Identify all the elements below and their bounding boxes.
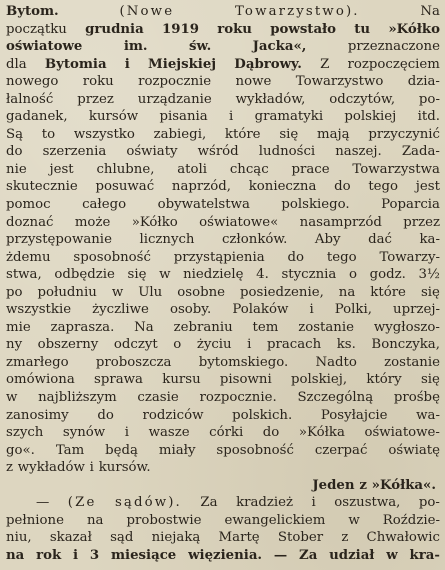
word: urządzanie	[137, 91, 212, 107]
word: i	[247, 337, 252, 353]
word: odczyt	[113, 337, 158, 353]
text-line	[6, 319, 440, 337]
word: oświatowe-	[364, 425, 440, 441]
word: godz.	[369, 267, 406, 283]
word: niejaką	[151, 530, 201, 546]
word: się	[279, 126, 299, 142]
word: zostanie	[298, 319, 354, 335]
word: i	[89, 460, 94, 476]
word: Tam	[55, 442, 85, 458]
word: sposobność	[216, 442, 294, 458]
word: Posyłajcie	[320, 407, 388, 423]
word: Zada-	[401, 144, 440, 160]
word: polskiej,	[291, 372, 348, 388]
word: »Kółko	[131, 214, 178, 230]
word: Szczególną	[297, 390, 374, 406]
word: Są	[6, 126, 24, 142]
word: sprawa	[94, 372, 143, 388]
word: Towarzystwo	[295, 74, 384, 90]
word: czerpać	[314, 442, 368, 458]
word: roku	[82, 74, 114, 90]
word: życiu	[196, 337, 232, 353]
word: córki	[209, 425, 244, 441]
word: przystępowanie	[6, 232, 112, 248]
word: Towarzy-	[379, 249, 440, 265]
word: osobne	[177, 284, 226, 300]
word: Miejskiej	[148, 56, 217, 72]
word: do	[6, 144, 23, 160]
word: prace	[291, 161, 330, 177]
word: Polaków	[232, 302, 289, 318]
word: odczytów,	[329, 91, 396, 107]
text-line	[6, 196, 440, 214]
word: wygłoszo-	[373, 319, 440, 335]
word: atoli	[177, 161, 208, 177]
word: zebraniu	[173, 319, 233, 335]
word: który	[366, 372, 402, 388]
word: pisania	[159, 109, 208, 125]
text-line	[6, 143, 440, 161]
word: tem	[252, 319, 279, 335]
word: kradzież	[236, 495, 294, 511]
word: zanosimy	[6, 407, 69, 423]
word: i	[311, 495, 316, 511]
text-line	[6, 108, 440, 126]
text-line	[6, 336, 440, 354]
word: przez	[403, 214, 440, 230]
word: Za	[298, 547, 318, 563]
signature-word: Jeden	[312, 477, 355, 493]
word: czasie	[137, 390, 179, 406]
word: to	[41, 126, 56, 142]
word: jest	[415, 179, 440, 195]
word: z	[6, 460, 14, 476]
word: obszerny	[37, 337, 99, 353]
word: sposobność	[73, 249, 151, 265]
word: synów	[62, 425, 106, 441]
word: ka-	[419, 232, 440, 248]
word: południu	[37, 284, 97, 300]
word: Martę	[218, 530, 260, 546]
next-item-line	[6, 529, 440, 547]
word: licznych	[139, 232, 195, 248]
word: polskich.	[232, 407, 293, 423]
word: mie	[6, 319, 31, 335]
word: chlubne,	[96, 161, 155, 177]
word: przystąpienia	[173, 249, 265, 265]
text-line	[6, 126, 440, 144]
word: najbliższym	[38, 390, 117, 406]
word: na	[6, 547, 25, 563]
word: jest	[49, 161, 74, 177]
word: posiedzenie,	[240, 284, 324, 300]
word: życzliwe	[92, 302, 149, 318]
word: dzia-	[407, 74, 440, 90]
word: Jacka«,	[252, 39, 307, 55]
word: niu,	[6, 530, 32, 546]
word: Ulu	[138, 284, 163, 300]
word: do	[262, 425, 280, 441]
word: Bytomia	[44, 56, 107, 72]
word: skazał	[49, 530, 92, 546]
word: uprzej-	[393, 302, 440, 318]
word: doznać	[6, 214, 54, 230]
word: ny	[6, 337, 23, 353]
text-line	[6, 161, 440, 179]
word: rozpocznie.	[199, 390, 277, 406]
text-line	[6, 354, 440, 372]
word: Na	[134, 319, 154, 335]
word: w	[386, 547, 398, 563]
text-line	[6, 214, 440, 232]
word: Towarzystwo).	[234, 4, 360, 19]
word: itd.	[417, 109, 440, 125]
word: probostwie	[126, 512, 202, 528]
word: bytomskiego.	[198, 354, 289, 370]
word: dać	[368, 232, 392, 248]
word: kursów.	[98, 460, 151, 476]
word: chcąc	[229, 161, 269, 177]
word: —	[36, 495, 50, 511]
word: powstało	[270, 21, 337, 37]
word: się	[420, 372, 440, 388]
text-line	[6, 21, 440, 39]
word: pełnione	[6, 512, 64, 528]
text-line	[6, 231, 440, 249]
word: Chwałowic	[366, 530, 440, 546]
text-line	[6, 73, 440, 91]
word: gramatyki	[254, 109, 324, 125]
word: miesiące	[110, 547, 177, 563]
word: zabiegi,	[153, 126, 207, 142]
next-item-line	[6, 547, 440, 565]
text-line	[6, 389, 440, 407]
word: pomoc	[6, 197, 51, 213]
word: odbędzie	[54, 267, 115, 283]
word: Roździe-	[382, 512, 440, 528]
word: wykładów	[17, 460, 85, 476]
word: roku	[217, 21, 252, 37]
word: pracach	[267, 337, 322, 353]
word: posuwać	[95, 179, 155, 195]
word: skutecznie	[6, 179, 78, 195]
word: ludności	[258, 144, 316, 160]
word: niedzielę	[183, 267, 244, 283]
word: stycznia	[281, 267, 337, 283]
word: wa-	[416, 407, 440, 423]
text-line	[6, 266, 440, 284]
word: wśród	[197, 144, 239, 160]
text-line	[6, 91, 440, 109]
word: oświatowe	[6, 39, 83, 55]
word: kursów	[88, 109, 139, 125]
word: »Kółka	[298, 425, 345, 441]
word: nie	[6, 161, 27, 177]
word: udział	[329, 547, 375, 563]
text-line	[6, 284, 440, 302]
word: przez	[77, 91, 114, 107]
word: tu	[354, 21, 371, 37]
word: nasamprzód	[299, 214, 382, 230]
word: członków.	[221, 232, 288, 248]
word: na	[338, 284, 356, 300]
word: Stober	[277, 530, 324, 546]
word: Aby	[314, 232, 341, 248]
word: konieczna	[248, 179, 317, 195]
text-line	[6, 301, 440, 319]
word: ewangelickiem	[224, 512, 326, 528]
word: zmarłego	[6, 354, 69, 370]
word: o	[173, 337, 182, 353]
text-line	[6, 424, 440, 442]
text-line	[6, 3, 440, 21]
word: obywatelstwa	[157, 197, 250, 213]
text-line	[6, 459, 440, 477]
word: przyczynić	[368, 126, 440, 142]
word: oświatę	[388, 442, 440, 458]
word: (Ze	[67, 495, 97, 511]
next-item-line	[6, 494, 440, 512]
word: z	[341, 530, 349, 546]
word: dla	[6, 56, 27, 72]
word: tego	[368, 179, 399, 195]
word: wszystko	[73, 126, 135, 142]
word: oświaty	[126, 144, 178, 160]
word: o	[349, 267, 358, 283]
word: kra-	[409, 547, 440, 563]
word: grudnia	[85, 21, 144, 37]
word: sąd	[110, 530, 134, 546]
word: żdemu	[6, 249, 51, 265]
word: naprzód,	[171, 179, 231, 195]
word: całego	[82, 197, 127, 213]
signature-line	[6, 477, 440, 495]
word: do	[97, 407, 114, 423]
word: rok	[36, 547, 62, 563]
word: wszystkie	[6, 302, 72, 318]
word: św.	[188, 39, 212, 55]
word: może	[74, 214, 111, 230]
word: do	[334, 179, 351, 195]
next-item-line	[6, 512, 440, 530]
word: »Kółko	[388, 21, 440, 37]
word: oszustwa,	[334, 495, 401, 511]
word: wykładów,	[235, 91, 306, 107]
word: proboszcza	[95, 354, 172, 370]
word: po	[6, 284, 23, 300]
word: i	[73, 547, 79, 563]
word: szych	[6, 425, 44, 441]
word: 4.	[256, 267, 269, 283]
word: go«.	[6, 442, 35, 458]
word: w	[111, 284, 124, 300]
word: naszej.	[335, 144, 382, 160]
word: które	[370, 284, 406, 300]
word: po-	[418, 495, 440, 511]
word: wasze	[148, 425, 190, 441]
word: do	[287, 249, 305, 265]
word: zostanie	[384, 354, 440, 370]
word: które	[224, 126, 261, 142]
word: miały	[158, 442, 196, 458]
text-line	[6, 442, 440, 460]
word: —	[273, 547, 288, 563]
signature-word: z	[359, 477, 367, 493]
word: Towarzystwa	[352, 161, 440, 177]
word: oświatowe«	[199, 214, 279, 230]
word: Poparcia	[381, 197, 440, 213]
word: tego	[326, 249, 357, 265]
text-line	[6, 178, 440, 196]
word: im.	[123, 39, 148, 55]
word: Na	[420, 4, 440, 19]
word: przeznaczone	[347, 39, 440, 55]
word: i	[229, 109, 234, 125]
word: omówiona	[6, 372, 75, 388]
word: kursu	[162, 372, 201, 388]
word: się	[127, 267, 147, 283]
text-line	[6, 371, 440, 389]
word: Z	[320, 56, 330, 72]
word: po-	[418, 91, 440, 107]
word: Bonczyka,	[371, 337, 440, 353]
word: gadanek,	[6, 109, 68, 125]
text-line	[6, 56, 440, 74]
word: początku	[6, 21, 67, 37]
word: Polki,	[334, 302, 372, 318]
word: w	[348, 512, 360, 528]
word: mają	[317, 126, 350, 142]
word: prośbę	[393, 390, 440, 406]
word: w	[6, 390, 18, 406]
text-line	[6, 407, 440, 425]
word: stwa,	[6, 267, 42, 283]
word: sądów).	[114, 495, 182, 511]
word: szerzenia	[42, 144, 107, 160]
word: i	[124, 425, 130, 441]
word: Nadto	[315, 354, 357, 370]
signature-word: »Kółka«.	[371, 477, 436, 493]
word: i	[309, 302, 314, 318]
word: więzienia.	[188, 547, 263, 563]
word: Za	[200, 495, 218, 511]
word: polskiego.	[281, 197, 350, 213]
word: rozpocznie	[138, 74, 212, 90]
word: polskiej	[344, 109, 397, 125]
word: Bytom.	[6, 4, 59, 19]
word: ks.	[336, 337, 356, 353]
word: i	[124, 56, 130, 72]
text-line	[6, 38, 440, 56]
word: nowe	[235, 74, 272, 90]
word: osoby.	[169, 302, 212, 318]
word: się	[420, 284, 440, 300]
word: rodziców	[142, 407, 204, 423]
word: 3½	[418, 267, 440, 283]
word: Dąbrowy.	[234, 56, 302, 72]
word: łalność	[6, 91, 54, 107]
word: w	[159, 267, 171, 283]
word: 1919	[161, 21, 199, 37]
word: na	[86, 512, 104, 528]
word: 3	[89, 547, 100, 563]
word: (Nowe	[119, 4, 175, 19]
word: pisowni	[219, 372, 272, 388]
text-line	[6, 249, 440, 267]
word: nowego	[6, 74, 59, 90]
word: rozpoczęciem	[347, 56, 440, 72]
word: będą	[105, 442, 138, 458]
word: zaprasza.	[50, 319, 115, 335]
